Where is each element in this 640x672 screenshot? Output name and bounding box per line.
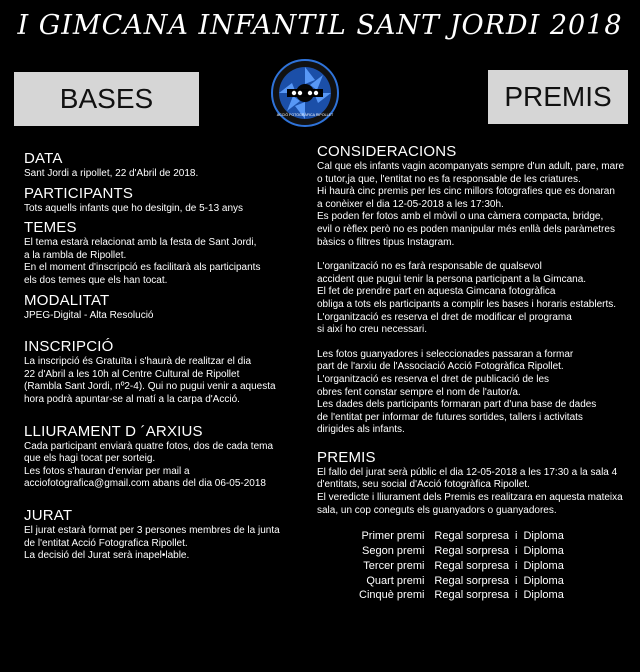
prize-gift: Regal sorpresa bbox=[434, 574, 510, 587]
section-modalitat bbox=[24, 292, 289, 323]
prize-rank: Tercer premi bbox=[363, 559, 425, 572]
prize-rank: Primer premi bbox=[361, 530, 425, 543]
bases-button[interactable]: BASES bbox=[14, 72, 199, 126]
section-lliurament bbox=[24, 423, 289, 491]
prize-extra: Diploma bbox=[523, 559, 564, 572]
bases-column bbox=[24, 150, 289, 563]
page-title: I GIMCANA INFANTIL SANT JORDI 2018 bbox=[17, 10, 623, 41]
prize-rank: Quart premi bbox=[366, 574, 425, 587]
prize-extra: Diploma bbox=[523, 545, 564, 558]
prize-sep: i bbox=[515, 589, 518, 602]
section-text: La inscripció és Gratuïta i s'haurà de realitzar el dia 22 d'Abril a les 10h al Centre Cultural de Ripollet (Rambla Sant Jordi, nº2-4). Qui no pugui venir a aquesta hora podrà apuntar-se al matí a la carpa d'Acció. bbox=[24, 356, 276, 405]
section-participants bbox=[24, 185, 289, 216]
prize-extra: Diploma bbox=[523, 530, 564, 543]
section-heading: MODALITAT bbox=[24, 291, 110, 309]
prize-list bbox=[359, 529, 570, 603]
section-text: El jurat estarà format per 3 persones membres de la junta de l'entitat Acció Fotografica Ripollet. La decisió del Jurat serà inapel•lable. bbox=[24, 524, 280, 562]
section-heading: PARTICIPANTS bbox=[24, 184, 134, 202]
section-text: Tots aquells infants que ho desitgin, de 5-13 anys bbox=[24, 202, 244, 214]
premis-button[interactable]: PREMIS bbox=[488, 70, 628, 124]
section-heading: INSCRIPCIÓ bbox=[24, 338, 114, 356]
section-heading: CONSIDERACIONS bbox=[317, 143, 457, 160]
consideracions-column bbox=[317, 143, 627, 603]
section-jurat bbox=[24, 507, 289, 563]
section-temes bbox=[24, 219, 289, 287]
prize-sep: i bbox=[515, 530, 518, 543]
prize-extra: Diploma bbox=[523, 574, 564, 587]
prize-gift: Regal sorpresa bbox=[434, 530, 510, 543]
section-heading: DATA bbox=[24, 150, 63, 167]
prize-gift: Regal sorpresa bbox=[434, 559, 510, 572]
section-heading: TEMES bbox=[24, 219, 77, 237]
section-heading: JURAT bbox=[24, 506, 73, 524]
section-text: Cada participant enviarà quatre fotos, dos de cada tema que els hagi tocat per sorteig. Les fotos s'hauran d'enviar per mail a acciofotografica@gmail.com abans del dia 06-05-2018 bbox=[24, 440, 274, 490]
premis-paragraph: El fallo del jurat serà públic el dia 12-05-2018 a les 17:30 a la sala 4 d'entitats, seu social d'Acció fotogràfica Ripollet. El veredicte i lliurament dels Premis es realitzara en aquesta mateixa sala, un cop coneguts els guanyadors o guanyadores. bbox=[317, 466, 623, 516]
prize-rank: Segon premi bbox=[362, 545, 425, 558]
prize-row bbox=[359, 574, 570, 589]
section-heading: PREMIS bbox=[317, 448, 376, 466]
prize-sep: i bbox=[515, 574, 518, 587]
prize-sep: i bbox=[515, 545, 518, 558]
consideracions-paragraph-2: L'organització no es farà responsable de qualsevol accident que pugui tenir la persona participant a la Gimcana. El fet de prendre part en aquesta Gimcana fotogràfica obliga a tots els participants a complir les bases i horaris establerts. L'organització es reserva el dret de modificar el programa si així ho creu necessari. bbox=[317, 261, 617, 336]
prize-row bbox=[359, 559, 570, 574]
consideracions-paragraph-3: Les fotos guanyadores i seleccionades passaran a formar part de l'arxiu de l'Associació Acció Fotogràfica Ripollet. L'organització es reserva el dret de publicació de les obres fent constar sempre el nom de l'autor/a. Les dades dels participants formaran part d'una base de dades de l'entitat per informar de futures sortides, tallers i activitats dirigides als infants. bbox=[317, 348, 597, 436]
prize-row bbox=[359, 544, 570, 559]
section-text: El tema estarà relacionat amb la festa de Sant Jordi, a la rambla de Ripollet. En el moment d'inscripció es facilitarà als participants els dos temes que els han tocat. bbox=[24, 237, 261, 286]
consideracions-paragraph-1: Cal que els infants vagin acompanyats sempre d'un adult, pare, mare o tutor,ja que, l'entitat no es fa responsable de les criatures. Hi haurà cinc premis per les cinc millors fotografies que es donaran a conèixer el dia 12-05-2018 a les 17:30h. Es poden fer fotos amb el mòvil o una càmera compacta, bridge, evil o rèflex però no es poden manipular més enllà dels paràmetres bàsics o filtres tipus Instagram. bbox=[317, 161, 625, 248]
prize-gift: Regal sorpresa bbox=[434, 589, 510, 602]
section-text: Sant Jordi a ripollet, 22 d'Abril de 2018. bbox=[24, 168, 199, 179]
section-data bbox=[24, 150, 289, 181]
prize-row bbox=[359, 588, 570, 603]
logo-caption: ACCIÓ FOTOGRÀFICA RIPOLLET bbox=[276, 113, 334, 117]
camera-aperture-logo-icon bbox=[270, 58, 340, 128]
prize-sep: i bbox=[515, 559, 518, 572]
section-text: JPEG-Digital - Alta Resolució bbox=[24, 309, 154, 321]
prize-extra: Diploma bbox=[523, 589, 564, 602]
section-inscripcio bbox=[24, 338, 289, 406]
prize-row bbox=[359, 529, 570, 544]
prize-rank: Cinquè premi bbox=[359, 589, 425, 602]
section-heading: LLIURAMENT D ´ARXIUS bbox=[24, 422, 203, 440]
prize-gift: Regal sorpresa bbox=[434, 545, 510, 558]
